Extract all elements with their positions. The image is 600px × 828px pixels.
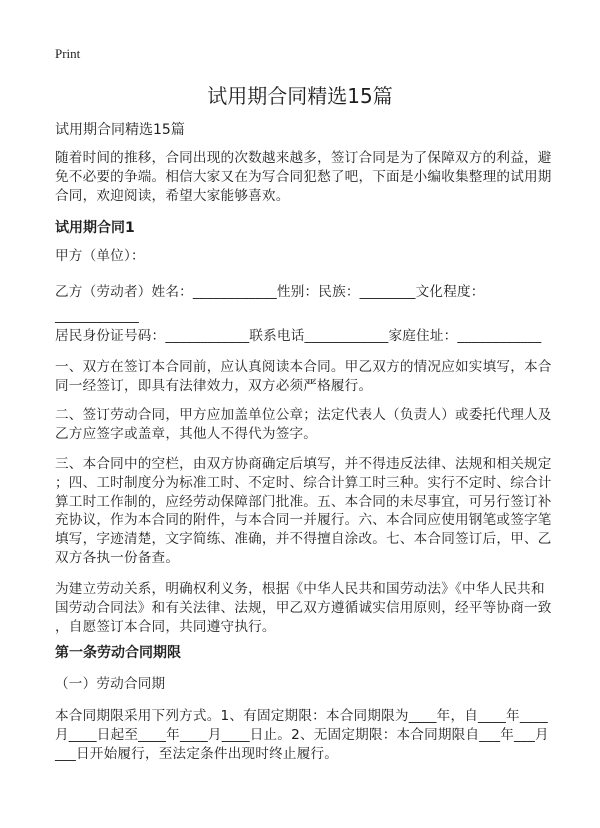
page-title: 试用期合同精选15篇 [207, 84, 393, 108]
preamble [55, 580, 552, 636]
line: 合同，欢迎阅读，希望大家能够喜欢。 [55, 187, 290, 204]
line: 充协议，作为本合同的附件，与本合同一并履行。六、本合同应使用钢笔或签字笔 [55, 512, 552, 529]
line: ___日开始履行，至法定条件出现时终止履行。 [55, 745, 339, 762]
subsection-label: （一）劳动合同期 [55, 676, 166, 692]
clause-3 [55, 455, 552, 568]
term-paragraph [55, 707, 549, 763]
clause-2 [55, 406, 552, 444]
line: 算工时工作制的，应经劳动保障部门批准。五、本合同的未尽事宜，可另行签订补 [55, 493, 552, 510]
article-heading: 第一条劳动合同期限 [55, 645, 181, 661]
line: 免不必要的争端。相信大家又在为写合同犯愁了吧，下面是小编收集整理的试用期 [55, 168, 552, 185]
line: ；四、工时制度分为标准工时、不定时、综合计算工时三种。实行不定时、综合计 [55, 474, 552, 491]
line: 国劳动合同法》和有关法律、法规，甲乙双方遵循诚实信用原则，经平等协商一致 [55, 599, 552, 616]
line: ，自愿签订本合同，共同遵守执行。 [55, 618, 276, 635]
line: 乙方应签字或盖章，其他人不得代为签字。 [55, 425, 318, 442]
line: 随着时间的推移，合同出现的次数越来越多，签订合同是为了保障双方的利益，避 [55, 150, 552, 166]
party-b-line [55, 280, 485, 328]
line: 为建立劳动关系，明确权利义务，根据《中华人民共和国劳动法》《中华人民共和 [55, 581, 545, 597]
intro-paragraph [55, 149, 552, 205]
subtitle: 试用期合同精选15篇 [55, 122, 185, 138]
line: 二、签订劳动合同，甲方应加盖单位公章；法定代表人（负责人）或委托代理人及 [55, 407, 552, 423]
line: 双方各执一份备查。 [55, 549, 180, 566]
line: 一、双方在签订本合同前，应认真阅读本合同。甲乙双方的情况应如实填写，本合 [55, 359, 552, 375]
section-heading: 试用期合同1 [55, 220, 135, 236]
line: 三、本合同中的空栏，由双方协商确定后填写，并不得违反法律、法规和相关规定 [55, 456, 552, 472]
line: 填写，字迹清楚，文字简练、准确，并不得擅自涂改。七、本合同签订后，甲、乙 [55, 531, 552, 548]
line: 乙方（劳动者）姓名：____________性别：民族：________文化程度： [55, 284, 485, 300]
line: 本合同期限采用下列方式。1、有固定期限：本合同期限为____年，自____年____ [55, 708, 548, 724]
line: 月____日起至____年____月____日止。2、无固定期限：本合同期限自___年___月 [55, 726, 549, 743]
id-line: 居民身份证号码：____________联系电话____________家庭住址：____________ [55, 328, 542, 344]
line: 同一经签订，即具有法律效力，双方必须严格履行。 [55, 377, 373, 394]
party-a-line: 甲方（单位）： [55, 248, 145, 264]
clause-1 [55, 358, 552, 396]
line: ____________ [55, 308, 139, 324]
print-link[interactable]: Print [55, 46, 81, 61]
